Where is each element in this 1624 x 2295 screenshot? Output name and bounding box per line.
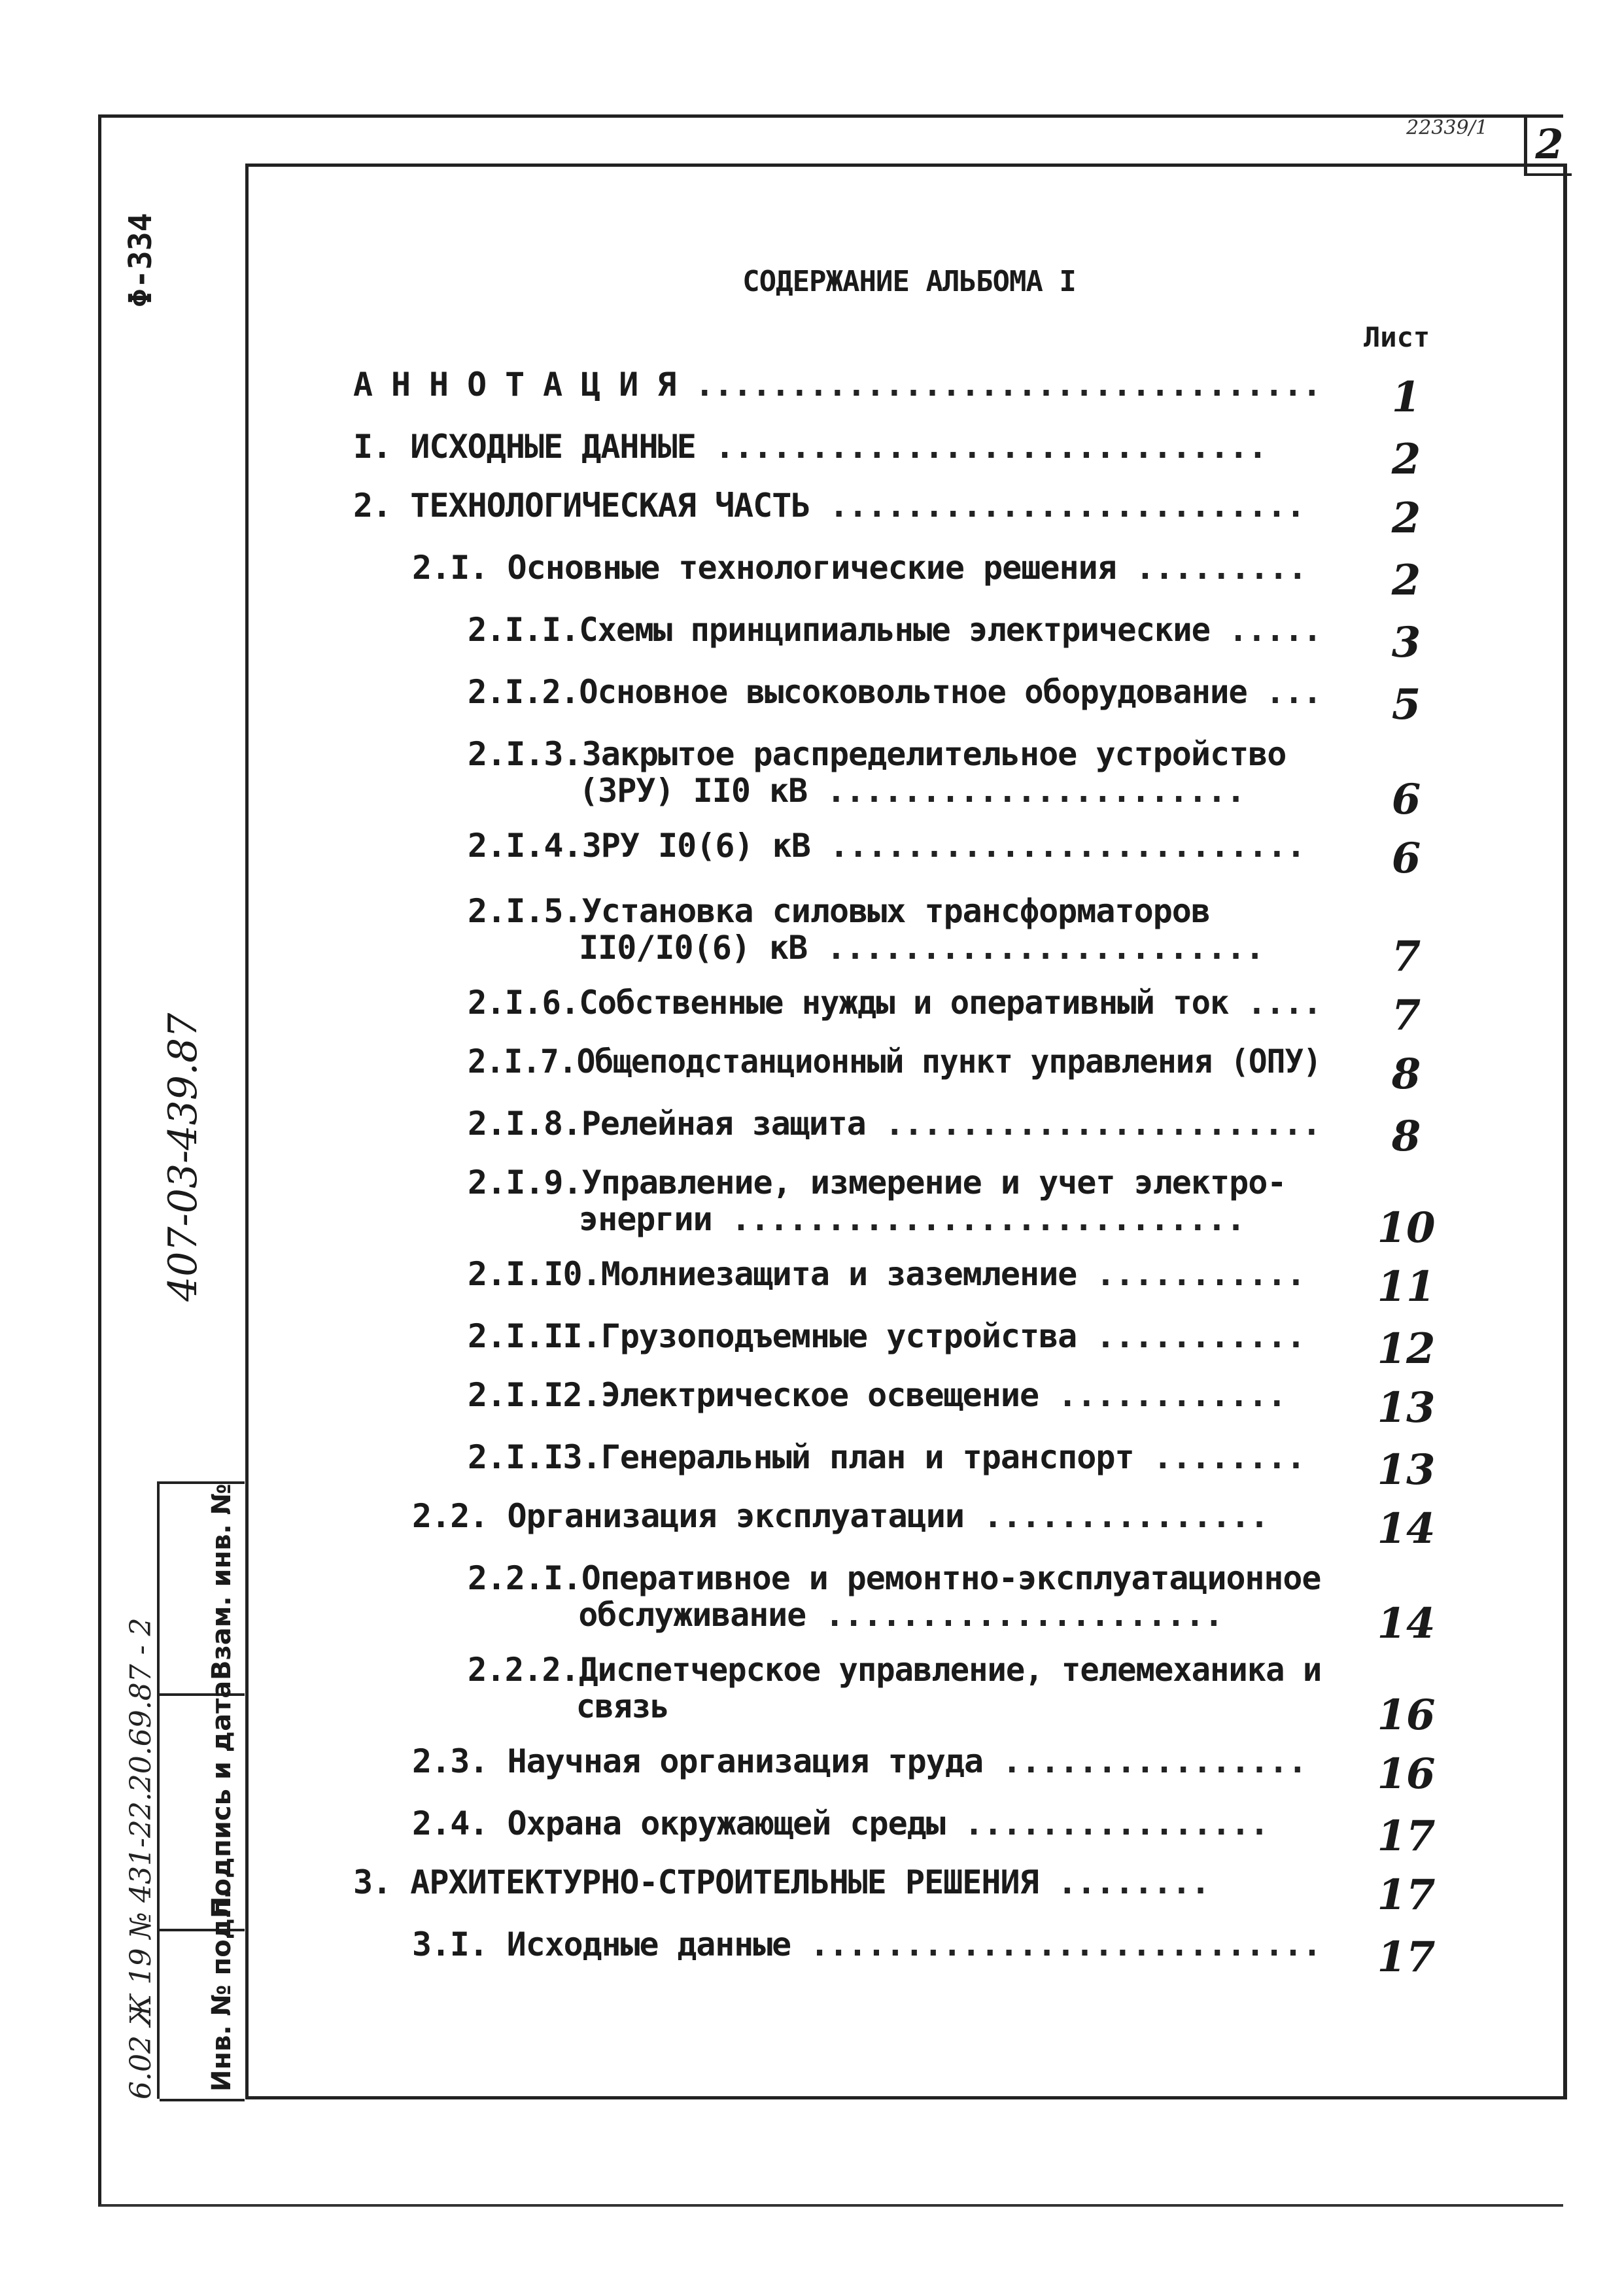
toc-page-number: 11 <box>1377 1262 1436 1311</box>
toc-entry-title <box>468 1651 1321 1725</box>
stamp-handwriting: 6.02 Ж 19 № 431-22.20.69.87 - 2 <box>124 1617 158 2099</box>
toc-leader-dots: ............... <box>963 1497 1269 1535</box>
toc-entry <box>0 1105 1624 1161</box>
toc-leader-dots: ............................. <box>695 428 1267 466</box>
toc-entry-title <box>468 1318 1305 1355</box>
toc-entry-line: 2.3. Научная организация труда ................ <box>412 1742 1307 1780</box>
toc-entry-title <box>468 893 1264 966</box>
toc-page-number: 2 <box>1391 435 1421 484</box>
toc-entry-line: обслуживание ..................... <box>578 1596 1223 1634</box>
sheet-column-header: Лист <box>1364 320 1430 353</box>
toc-entry-title <box>412 549 1307 586</box>
toc-entry <box>0 827 1624 883</box>
toc-entry <box>0 1043 1624 1099</box>
page-number-box: 2 <box>1524 114 1572 176</box>
toc-entry <box>0 1164 1624 1252</box>
toc-page-number: 16 <box>1377 1750 1436 1799</box>
toc-entry-title <box>412 1498 1269 1534</box>
toc-entry-line: 2.4. Охрана окружающей среды ................ <box>412 1804 1269 1842</box>
toc-leader-dots: ..................... <box>806 1596 1223 1634</box>
toc-entry <box>0 487 1624 543</box>
toc-leader-dots: ................ <box>983 1742 1307 1780</box>
toc-page-number: 16 <box>1377 1691 1436 1740</box>
toc-entry-title <box>412 1926 1321 1963</box>
toc-entry-line: 2.I. Основные технологические решения ......... <box>412 549 1307 587</box>
toc-entry <box>0 1651 1624 1740</box>
toc-entry <box>0 735 1624 824</box>
toc-entry-title <box>468 674 1321 710</box>
toc-entry-title <box>468 1105 1321 1142</box>
toc-entry-title <box>468 984 1321 1021</box>
toc-entry-title <box>468 1043 1321 1080</box>
toc-page-number: 14 <box>1377 1504 1436 1553</box>
toc-entry-title <box>412 1743 1307 1780</box>
toc-entry <box>0 428 1624 484</box>
toc-leader-dots: ....................... <box>865 1105 1321 1143</box>
toc-page-number: 17 <box>1377 1933 1436 1982</box>
toc-page-number: 7 <box>1391 991 1421 1040</box>
toc-page-number: 7 <box>1391 932 1421 981</box>
toc-entry-line: 2.I.2.Основное высоковольтное оборудование ... <box>468 673 1322 711</box>
toc-entry-title <box>468 1439 1305 1475</box>
toc-entry-line: энергии ........................... <box>579 1200 1245 1238</box>
toc-entry-title <box>468 1164 1286 1237</box>
toc-entry-line: 2.2. Организация эксплуатации ............... <box>412 1497 1269 1535</box>
toc-entry-line: 2.2.2.Диспетчерское управление, телемеханика и <box>468 1651 1322 1689</box>
toc-leader-dots: ....................... <box>807 929 1264 967</box>
toc-entry-line: I. ИСХОДНЫЕ ДАННЫЕ ............................. <box>353 428 1267 466</box>
toc-entry-line: 2.I.I.Схемы принципиальные электрические ..... <box>468 611 1322 649</box>
toc-entry-line: 2.I.I3.Генеральный план и транспорт ........ <box>468 1438 1305 1476</box>
toc-leader-dots: ......................... <box>810 487 1305 525</box>
toc-entry-line: 2.I.II.Грузоподъемные устройства ........... <box>468 1317 1305 1355</box>
toc-entry <box>0 1255 1624 1311</box>
toc-entry-line: А Н Н О Т А Ц И Я ................................. <box>353 366 1321 404</box>
toc-entry-line: 2.I.8.Релейная защита ....................... <box>468 1105 1321 1143</box>
toc-page-number: 13 <box>1377 1445 1436 1494</box>
toc-page-number: 8 <box>1391 1112 1421 1161</box>
toc-entry-line: 2.2.I.Оперативное и ремонтно-эксплуатационное <box>468 1559 1321 1597</box>
corner-code: 22339/1 <box>1406 116 1488 139</box>
toc-leader-dots: ........... <box>1077 1317 1305 1355</box>
toc-entry-line: 2.I.I0.Молниезащита и заземление ........... <box>468 1255 1305 1293</box>
toc-page-number: 12 <box>1377 1324 1436 1373</box>
toc-entry <box>0 1317 1624 1373</box>
toc-entry <box>0 1742 1624 1799</box>
toc-entry-line: связь <box>576 1687 669 1725</box>
toc-leader-dots: ................ <box>944 1804 1269 1842</box>
stamp-label: Подпись и дата <box>207 1680 237 1918</box>
toc-entry-title <box>353 487 1305 524</box>
toc-entry-title <box>468 827 1305 864</box>
toc-entry <box>0 366 1624 422</box>
toc-leader-dots: ............ <box>1039 1376 1287 1414</box>
toc-leader-dots: ........................... <box>712 1200 1245 1238</box>
toc-entry-title <box>468 1256 1305 1292</box>
toc-entry-line: 3. АРХИТЕКТУРНО-СТРОИТЕЛЬНЫЕ РЕШЕНИЯ ........ <box>353 1863 1210 1901</box>
toc-entry <box>0 1438 1624 1494</box>
toc-leader-dots: ........ <box>1038 1863 1210 1901</box>
toc-entry <box>0 1559 1624 1648</box>
stamp-label: Инв. № подл. <box>207 1889 237 2092</box>
toc-entry-line: 2. ТЕХНОЛОГИЧЕСКАЯ ЧАСТЬ ......................... <box>353 487 1305 525</box>
toc-page-number: 3 <box>1391 618 1421 667</box>
toc-entry-line: 2.I.4.ЗРУ I0(6) кВ ......................... <box>468 827 1305 865</box>
toc-entry-line: II0/I0(6) кВ ....................... <box>579 929 1264 967</box>
toc-entry <box>0 673 1624 729</box>
toc-page-number: 13 <box>1377 1383 1436 1432</box>
toc-entry-title <box>468 612 1321 648</box>
toc-leader-dots: ... <box>1247 673 1322 711</box>
toc-leader-dots: ........................... <box>791 1925 1321 1963</box>
toc-entry <box>0 1804 1624 1861</box>
toc-page-number: 1 <box>1391 373 1421 422</box>
toc-leader-dots: ........... <box>1077 1255 1305 1293</box>
toc-leader-dots: ................................. <box>676 366 1321 404</box>
toc-entry <box>0 1497 1624 1553</box>
stamp-label: Взам. инв. № <box>207 1483 237 1680</box>
toc-page-number: 14 <box>1377 1599 1436 1648</box>
toc-page-number: 10 <box>1377 1203 1436 1252</box>
toc-entry-title <box>468 1560 1321 1633</box>
toc-entry-line: 3.I. Исходные данные ........................... <box>412 1925 1321 1963</box>
toc-entry-line: 2.I.7.Общеподстанционный пункт управления (ОПУ) <box>468 1043 1321 1080</box>
toc-entry-title <box>412 1805 1269 1842</box>
toc-entry-title <box>353 428 1267 465</box>
toc-leader-dots: .... <box>1228 984 1322 1022</box>
toc-entry <box>0 1863 1624 1920</box>
toc-entry <box>0 1925 1624 1982</box>
toc-leader-dots: ........ <box>1133 1438 1305 1476</box>
toc-entry-title <box>353 366 1321 403</box>
toc-page-number: 6 <box>1391 834 1421 883</box>
toc-entry <box>0 984 1624 1040</box>
side-code-top: Φ-334 <box>122 213 159 307</box>
toc-entry <box>0 611 1624 667</box>
toc-entry <box>0 549 1624 605</box>
toc-page-number: 17 <box>1377 1871 1436 1920</box>
toc-entry-line: (ЗРУ) II0 кВ ...................... <box>579 772 1245 810</box>
toc-entry <box>0 892 1624 981</box>
toc-entry <box>0 1376 1624 1432</box>
album-code: 407-03-439.87 <box>160 1012 206 1302</box>
toc-page-number: 2 <box>1391 556 1421 605</box>
toc-page-number: 6 <box>1391 775 1421 824</box>
toc-leader-dots: ......................... <box>810 827 1305 865</box>
toc-page-number: 2 <box>1391 494 1421 543</box>
toc-leader-dots: ..... <box>1210 611 1322 649</box>
toc-entry-title <box>353 1864 1210 1901</box>
toc-entry-line: 2.I.I2.Электрическое освещение ............ <box>468 1376 1287 1414</box>
toc-leader-dots: ......... <box>1116 549 1307 587</box>
toc-entry-title <box>468 1377 1286 1413</box>
toc-entry-line: 2.I.9.Управление, измерение и учет электро- <box>468 1164 1287 1201</box>
toc-leader-dots: ...................... <box>807 772 1245 810</box>
toc-page-number: 17 <box>1377 1812 1436 1861</box>
toc-entry-line: 2.I.6.Собственные нужды и оперативный ток .... <box>468 984 1322 1022</box>
toc-page-number: 8 <box>1391 1050 1421 1099</box>
page-title: СОДЕРЖАНИЕ АЛЬБОМА I <box>742 264 1076 298</box>
toc-page-number: 5 <box>1391 680 1421 729</box>
toc-entry-line: 2.I.5.Установка силовых трансформаторов <box>468 892 1210 930</box>
toc-entry-title <box>468 736 1286 809</box>
toc-entry-line: 2.I.3.Закрытое распределительное устройство <box>468 735 1287 773</box>
